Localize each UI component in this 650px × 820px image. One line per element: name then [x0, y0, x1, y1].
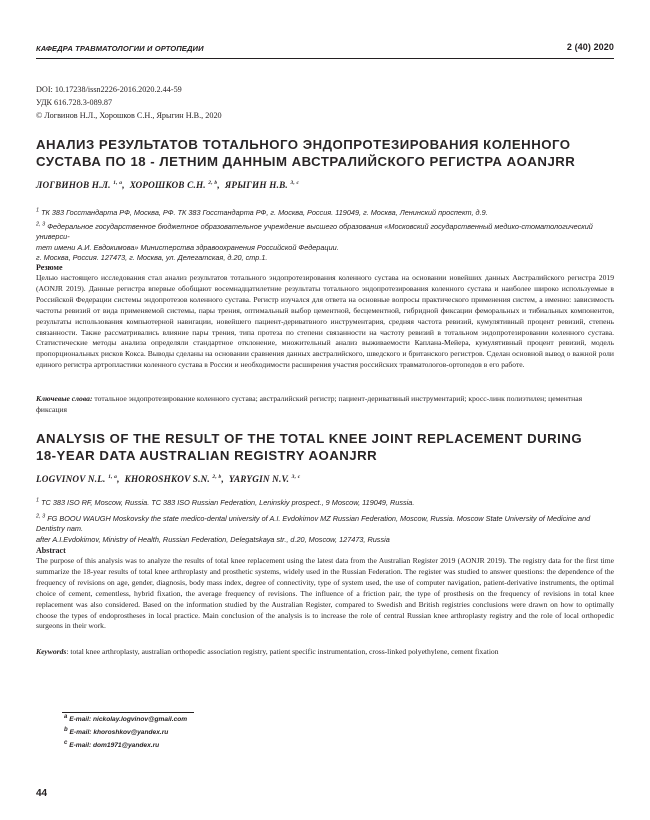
author-en-2-sup: 2, b [212, 473, 222, 480]
keywords-ru [36, 394, 614, 416]
affil-en-1-sup: 1 [36, 497, 40, 504]
affiliation-en-1 [36, 498, 611, 508]
keywords-en-text: : total knee arthroplasty, australian orthopedic association registry, patient specific instrumentation, cross-linked polyethylene, cement fixation [66, 647, 499, 656]
udk: УДК 616.728.3-089.87 [36, 98, 113, 107]
affil-en-2-line-1: FG BOOU WAUGH Moskovsky the state medico-dental university of A.I. Evdokimov MZ Russian Federation, Moscow, Russia. Moscow State University of Medicine and Dentistry nam. [36, 514, 591, 534]
author-en-1-sup: 1, a [108, 473, 118, 480]
affil-en-1-text: TC 383 ISO RF, Moscow, Russia. TC 383 ISO Russian Federation, Leninskiy prospect., 9 Moscow, 119049, Russia. [41, 498, 415, 507]
author-en-1: LOGVINOV N.L. [36, 474, 106, 484]
title-en-line-1: ANALYSIS OF THE RESULT OF THE TOTAL KNEE JOINT REPLACEMENT DURING [36, 431, 583, 446]
author-en-2: KHOROSHKOV S.N. [124, 474, 210, 484]
abstract-en-label: Abstract [36, 546, 66, 555]
title-en-line-2: 18-YEAR DATA AUSTRALIAN REGISTRY AOANJRR [36, 448, 378, 463]
author-ru-1-sup: 1, a [113, 179, 123, 186]
page-number: 44 [36, 788, 48, 799]
footnote-c-email[interactable]: E-mail: dom1971@yandex.ru [69, 742, 160, 749]
affil-ru-2-line-2: тет имени А.И. Евдокимова» Министерства здравоохранения Российской Федерации. [36, 242, 339, 252]
journal-section: КАФЕДРА ТРАВМАТОЛОГИИ И ОРТОПЕДИИ [36, 44, 204, 53]
affil-en-2-sup: 2, 3 [36, 513, 46, 520]
footnote-a [64, 713, 188, 723]
abstract-ru: Целью настоящего исследования стал анализ результатов тотального эндопротезирования коленного сустава на основании новейших данных Австралийского регистра 2019 (AONJR 2019). Данные регистра впервые обобщают восемнадцатилетние результаты тотального эндопротезирования коленного сустава и наиболее широко используемые в Российской Федерации системы эндопротезов коленного сустава. Регистр изучался для ответа на основные вопросы практического применения систем, а именно: зависимость частоты ревизий от вида применяемой системы, пары трения, оптимальный выбор цементной, бесцементной, гибридной фиксации феморальных и тибиальных компонентов, результаты использования компьютерной навигации, новейшего пациент-дериватвного инструментария, средняя частота ревизий, кумулятивный процент ревизий, степень связанности. Также рассматривались влияние пары трения, типа протеза по степени связанности на частоту ревизий в тотальном эндопротезировании коленного сустава. Статистические методы анализа определяли стандартное отклонение, множительный анализ выживаемости Каплана-Мейера, кумулятивный процент ревизий, модель пропорциональных рисков Кокса. Выводы сделаны на основании сравнения данных австралийского, шведского и британского регистров. Сделан основной вывод о важной роли единого регистра артропластики коленного сустава в России и необходимости расширения участия российских травматологов-ортопедов в его работе. [36, 273, 614, 370]
keywords-ru-text: тотальное эндопротезирование коленного сустава; австралийский регистр; пациент-дериватвный инструментарий; кросс-линк полиэтилен; цементная фиксация [36, 394, 583, 414]
author-ru-2: ХОРОШКОВ С.Н. [129, 180, 206, 190]
footnote-c [64, 739, 160, 749]
footnote-a-email[interactable]: E-mail: nickolay.logvinov@gmail.com [69, 716, 188, 723]
footnote-c-sup: c [64, 739, 68, 746]
keywords-en-label: Keywords [36, 647, 67, 656]
title-en [36, 430, 616, 464]
affil-ru-2-line-3: г. Москва, Россия. 127473, г. Москва, ул. Делегатская, д.20, стр.1. [36, 252, 268, 262]
title-ru [36, 136, 616, 170]
footnote-b-email[interactable]: E-mail: khoroshkov@yandex.ru [69, 729, 169, 736]
author-ru-3: ЯРЫГИН Н.В. [224, 180, 288, 190]
affil-ru-1-text: ТК 383 Госстандарта РФ, Москва, РФ. ТК 383 Госстандарта РФ, г. Москва, Россия. 119049, г. Москва, Ленинский проспект, д.9. [41, 208, 488, 217]
author-ru-3-sup: 3, c [290, 179, 300, 186]
affiliation-ru-2 [36, 222, 611, 263]
author-ru-1: ЛОГВИНОВ Н.Л. [36, 180, 111, 190]
affiliation-en-2 [36, 514, 611, 545]
footnote-b [64, 726, 169, 736]
affil-ru-2-sup: 2, 3 [36, 221, 46, 228]
title-ru-line-1: АНАЛИЗ РЕЗУЛЬТАТОВ ТОТАЛЬНОГО ЭНДОПРОТЕЗИРОВАНИЯ КОЛЕННОГО [36, 137, 571, 152]
footnote-a-sup: a [64, 713, 68, 720]
footnote-b-sup: b [64, 726, 68, 733]
author-ru-2-sup: 2, b [208, 179, 218, 186]
keywords-en [36, 647, 614, 658]
affiliation-ru-1 [36, 208, 611, 218]
abstract-ru-label: Резюме [36, 263, 63, 272]
affil-ru-2-line-1: Федеральное государственное бюджетное образовательное учреждение высшего образования «Московский государственный медико-стоматологический универси- [36, 222, 593, 242]
author-en-3-sup: 3, c [291, 473, 301, 480]
copyright: © Логвинов Н.Л., Хорошков С.Н., Ярыгин Н.В., 2020 [36, 111, 222, 120]
authors-ru: ЛОГВИНОВ Н.Л. $^{1, a}$, ХОРОШКОВ С.Н. $^{2, b}$, ЯРЫГИН Н.В. $^{3, c}$ [36, 179, 300, 190]
keywords-ru-label: Ключевые слова: [36, 394, 93, 403]
author-en-3: YARYGIN N.V. [228, 474, 290, 484]
abstract-en: The purpose of this analysis was to analyze the results of total knee replacement using the latest data from the Australian Register 2019 (AONJR 2019). The registry data for the first time summarize the 18-year results of total knee arthroplasty and prosthetic systems, widely used in the Russian Federation. The register was studied to answer questions: the dependence of the frequency of revisions on age, gender, diagnosis, body mass index, degree of connectivity, type of system used, the use of computer navigation, patient-derivative instruments, the optimal choice of cement, cementless, hybrid fixation, the average frequency of revisions. The influence of a friction pair, the type of prosthesis on the frequency of revisions in total knee replacement was also considered. Based on the information studied by the Australian Register, compared to Swedish and British registries conclusions were drawn on how to optimally choose the types of endoprostheses in local practice. Main conclusion of the analysis is to increase the role of central Russian knee arthroplasty registry and the role of local orthopedic surgeons in their work. [36, 556, 614, 631]
title-ru-line-2: СУСТАВА ПО 18 - ЛЕТНИМ ДАННЫМ АВСТРАЛИЙСКОГО РЕГИСТРА AOANJRR [36, 154, 576, 169]
running-header [36, 42, 614, 56]
issue-number: 2 (40) 2020 [566, 42, 614, 52]
authors-en: LOGVINOV N.L. $^{1, a}$, KHOROSHKOV S.N. $^{2, b}$, YARYGIN N.V. $^{3, c}$ [36, 473, 301, 484]
footnote-rule [62, 712, 194, 713]
header-rule [36, 58, 614, 59]
doi: DOI: 10.17238/issn2226-2016.2020.2.44-59 [36, 85, 182, 94]
affil-ru-1-sup: 1 [36, 207, 40, 214]
affil-en-2-line-2: after A.I.Evdokimov, Ministry of Health, Russian Federation, Delegatskaya str., d.20, Moscow, 127473, Russia [36, 534, 390, 544]
